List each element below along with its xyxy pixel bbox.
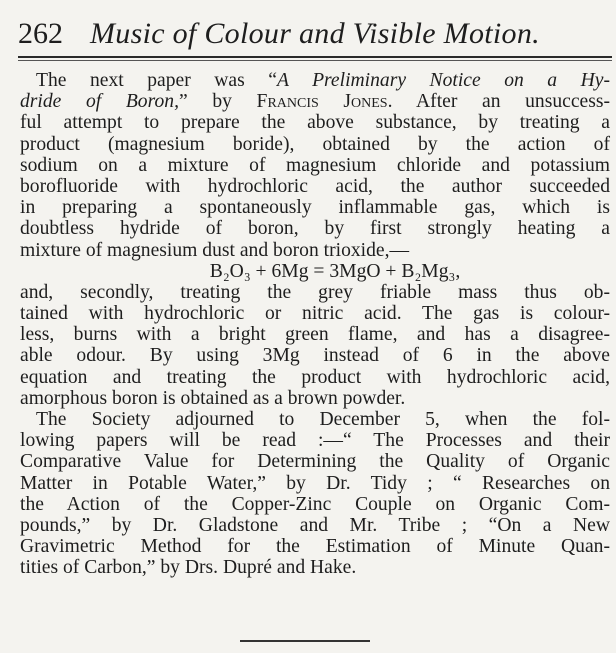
text-line: sodium on a mixture of magnesium chloride and potassium [20, 154, 610, 176]
text-line: lowing papers will be read :—“ The Processes and their [20, 430, 610, 452]
text-line: ful attempt to prepare the above substance, by treating a [20, 112, 610, 134]
text-line: amorphous boron is obtained as a brown powder. [20, 387, 406, 409]
text-line: mixture of magnesium dust and boron trioxide,— [20, 239, 410, 261]
text-line: dride of Boron,” by Francis Jones. After an unsuccess- [20, 91, 610, 113]
text-line: Matter in Potable Water,” by Dr. Tidy ; “ Researches on [20, 472, 610, 494]
section-end-rule [240, 640, 370, 642]
page-header [18, 14, 612, 56]
header-rule-thin [18, 60, 612, 61]
text-line: tained with hydrochloric or nitric acid. The gas is colour- [20, 303, 610, 325]
text-line: borofluoride with hydrochloric acid, the author succeeded [20, 175, 610, 197]
text-line: doubtless hydride of boron, by first strongly heating a [20, 218, 610, 240]
article-body [20, 70, 610, 579]
running-title: Music of Colour and Visible Motion. [90, 17, 540, 50]
page-number: 262 [18, 17, 63, 50]
text-line: and, secondly, treating the grey friable mass thus ob- [20, 281, 610, 303]
text-line: Comparative Value for Determining the Quality of Organic [20, 451, 610, 473]
text-line: The Society adjourned to December 5, when the fol- [36, 409, 610, 430]
chemical-equation: B₂O₃ + 6Mg = 3MgO + B₂Mg₃, [209, 260, 461, 282]
text-line: equation and treating the product with hydrochloric acid, [20, 366, 610, 388]
text-line: less, burns with a bright green flame, and has a disagree- [20, 324, 610, 346]
text-line: tities of Carbon,” by Drs. Dupré and Hake. [20, 557, 357, 579]
text-line: The next paper was “A Preliminary Notice on a Hy- [36, 70, 610, 91]
text-line: in preparing a spontaneously inflammable gas, which is [20, 197, 610, 219]
text-line: the Action of the Copper-Zinc Couple on Organic Com- [20, 493, 610, 515]
text-line: able odour. By using 3Mg instead of 6 in the above [20, 345, 610, 367]
text-line: product (magnesium boride), obtained by the action of [20, 133, 610, 155]
header-rule [18, 56, 612, 58]
text-line: Gravimetric Method for the Estimation of Minute Quan- [20, 536, 610, 558]
text-line: pounds,” by Dr. Gladstone and Mr. Tribe ; “On a New [20, 514, 610, 536]
